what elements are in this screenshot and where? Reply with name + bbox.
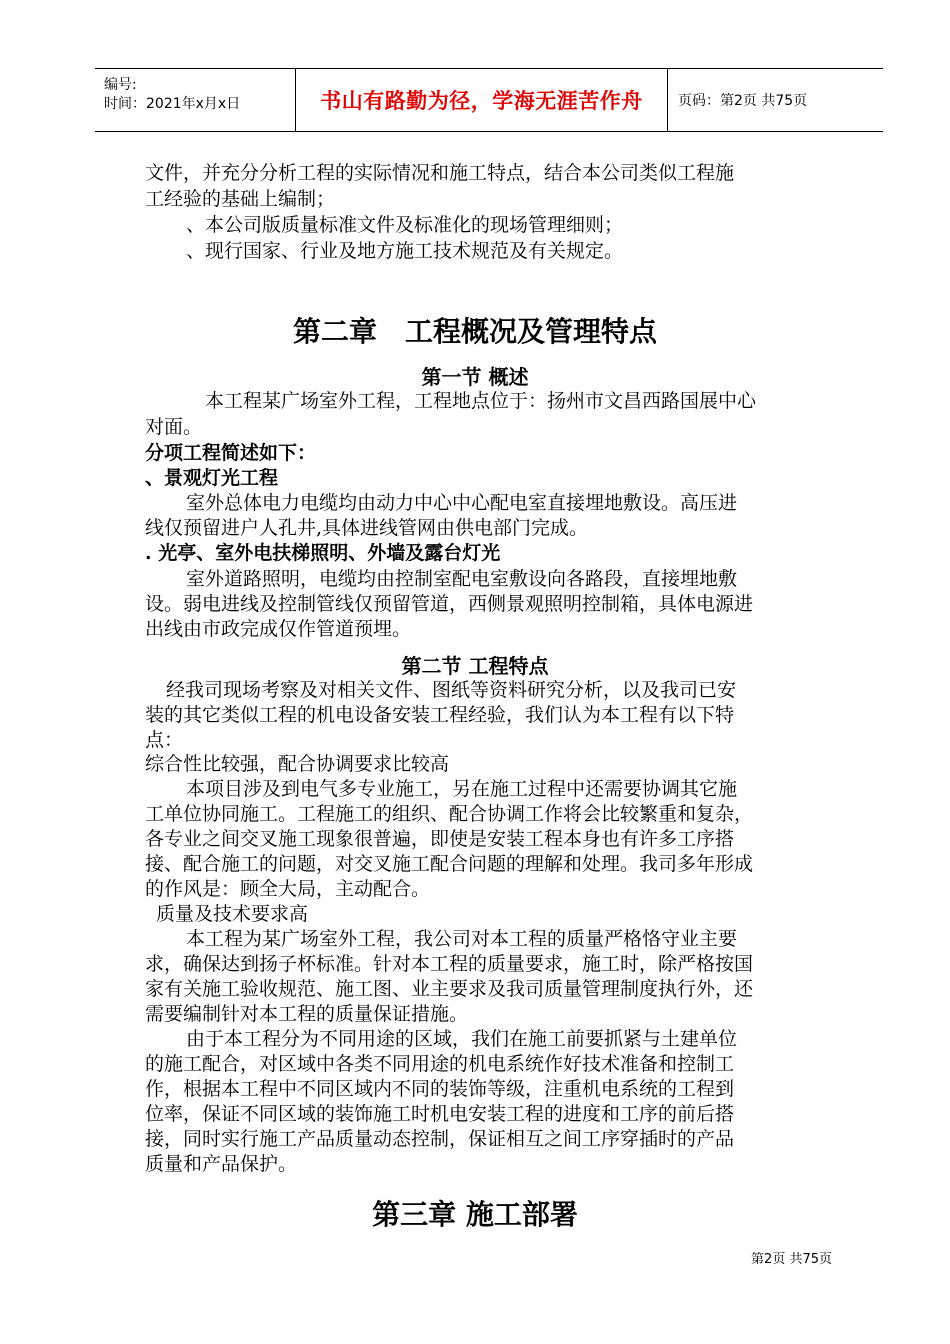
paragraph-line: 室外总体电力电缆均由动力中心中心配电室直接埋地敷设。高压进 <box>186 492 738 514</box>
header-page-info <box>668 69 883 131</box>
header-meta-cell <box>95 69 296 131</box>
paragraph-line: 质量和产品保护。 <box>145 1153 298 1175</box>
chapter-3-heading: 第三章 施工部署 <box>372 1198 578 1231</box>
paragraph-line: 对面。 <box>145 416 203 438</box>
paragraph-line: 、本公司版质量标准文件及标准化的现场管理细则； <box>186 214 624 236</box>
paragraph-line: 质量及技术要求高 <box>156 903 309 925</box>
paragraph-line: 位率，保证不同区域的装饰施工时机电安装工程的进度和工序的前后搭 <box>145 1103 735 1125</box>
header-motto: 书山有路勤为径，学海无涯苦作舟 <box>296 69 668 131</box>
paragraph-line: 装的其它类似工程的机电设备安装工程经验，我们认为本工程有以下特 <box>145 704 735 726</box>
subheading: . 光亭、室外电扶梯照明、外墙及露台灯光 <box>145 542 501 564</box>
paragraph-line: 出线由市政完成仅作管道预埋。 <box>145 618 412 640</box>
subheading: 分项工程简述如下： <box>145 442 317 464</box>
paragraph-line: 点： <box>145 729 184 751</box>
subheading: 、景观灯光工程 <box>145 467 279 489</box>
paragraph-line: 设。弱电进线及控制管线仅预留管道，西侧景观照明控制箱，具体电源进 <box>145 593 754 615</box>
paragraph-line: 的作风是：顾全大局，主动配合。 <box>145 878 431 900</box>
paragraph-line: 文件，并充分分析工程的实际情况和施工特点，结合本公司类似工程施 <box>145 162 735 184</box>
paragraph-line: 室外道路照明，电缆均由控制室配电室敷设向各路段，直接埋地敷 <box>186 568 738 590</box>
page-footer: 第2页 共75页 <box>751 1252 832 1267</box>
chapter-2-heading: 第二章 工程概况及管理特点 <box>292 315 657 348</box>
paragraph-line: 、现行国家、行业及地方施工技术规范及有关规定。 <box>186 240 624 262</box>
paragraph-line: 工经验的基础上编制； <box>145 188 336 210</box>
paragraph-line: 作，根据本工程中不同区域内不同的装饰等级，注重机电系统的工程到 <box>145 1078 735 1100</box>
paragraph-line: 求，确保达到扬子杯标准。针对本工程的质量要求，施工时，除严格按国 <box>145 953 754 975</box>
page-header <box>95 68 883 132</box>
section-2-heading: 第二节 工程特点 <box>401 654 549 678</box>
paragraph-line: 接，同时实行施工产品质量动态控制，保证相互之间工序穿插时的产品 <box>145 1128 735 1150</box>
page-info-text: 页码：第2页 共75页 <box>678 93 808 109</box>
paragraph-line: 线仅预留进户人孔井,具体进线管网由供电部门完成。 <box>145 517 589 539</box>
paragraph-line: 接、配合施工的问题，对交叉施工配合问题的理解和处理。我司多年形成 <box>145 853 754 875</box>
time-label: 时间：2021年x月x日 <box>104 96 241 112</box>
paragraph-line: 需要编制针对本工程的质量保证措施。 <box>145 1003 469 1025</box>
paragraph-line: 由于本工程分为不同用途的区域，我们在施工前要抓紧与土建单位 <box>186 1028 738 1050</box>
paragraph-line: 本工程某广场室外工程，工程地点位于：扬州市文昌西路国展中心 <box>186 390 757 412</box>
paragraph-line: 的施工配合，对区域中各类不同用途的机电系统作好技术准备和控制工 <box>145 1053 735 1075</box>
paragraph-line: 本工程为某广场室外工程，我公司对本工程的质量严格恪守业主要 <box>186 928 738 950</box>
code-label: 编号: <box>104 77 137 93</box>
paragraph-line: 经我司现场考察及对相关文件、图纸等资料研究分析，以及我司已安 <box>166 679 737 701</box>
paragraph-line: 综合性比较强，配合协调要求比较高 <box>145 753 450 775</box>
paragraph-line: 工单位协同施工。工程施工的组织、配合协调工作将会比较繁重和复杂， <box>145 803 754 825</box>
paragraph-line: 本项目涉及到电气多专业施工，另在施工过程中还需要协调其它施 <box>186 778 738 800</box>
paragraph-line: 家有关施工验收规范、施工图、业主要求及我司质量管理制度执行外，还 <box>145 978 754 1000</box>
section-1-heading: 第一节 概述 <box>421 365 529 389</box>
paragraph-line: 各专业之间交叉施工现象很普遍，即使是安装工程本身也有许多工序搭 <box>145 828 735 850</box>
